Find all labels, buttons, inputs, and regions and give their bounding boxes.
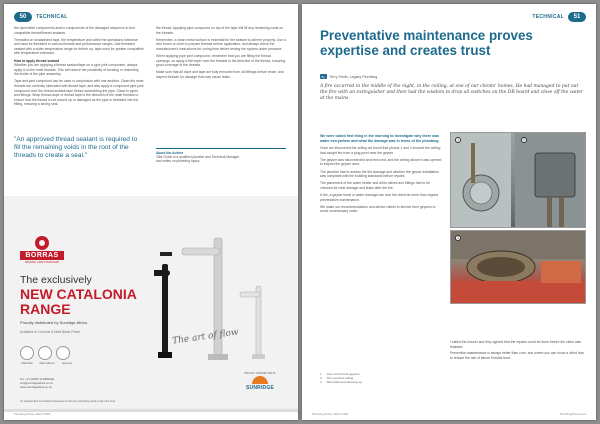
byline-author: Terry Smith, Legacy Plumbing <box>329 74 378 79</box>
brand-name: BORRAS <box>20 251 64 260</box>
subheading: How to apply thread sealant <box>14 58 60 63</box>
left-page-header <box>14 12 72 22</box>
ad-headline-1: The exclusively <box>20 274 92 286</box>
geyser-photo <box>450 132 586 228</box>
paragraph: The geyser was disconnected and removed, and the ceiling above it was opened to inspect the geyser area. <box>320 157 442 167</box>
logo-mark-icon <box>35 236 49 250</box>
left-page <box>4 4 298 420</box>
page-number: 51 <box>568 12 586 22</box>
paragraph: the thread. Applying pipe compound on top of the tape will fill any remaining voids on the threads. <box>156 26 284 35</box>
paragraph: Whether you are applying a thread sealant/tape on a pipe joint component, always apply it on the male threads. This will reduce the possibility of bonding or restricting the inside of the pipe assembly. <box>14 63 139 77</box>
article-title: Preventative maintenance proves expertise and creates trust <box>320 28 533 58</box>
borras-advert[interactable] <box>4 196 298 412</box>
distributor-name: SUNRIDGE <box>246 385 274 391</box>
water-efficient-badge-icon <box>38 346 52 360</box>
badge-labels <box>18 362 76 365</box>
badge-label: WaterMark <box>21 362 33 365</box>
paragraph: We make our recommendations and advise clients to service their geysers to avoid unnecessary costs. <box>320 204 436 214</box>
section-label: TECHNICAL <box>532 14 564 20</box>
contact-line: Tel: +27 (0)860 SUNRIDGE <box>20 377 55 381</box>
badge-label: Water Efficient <box>39 362 55 365</box>
caption: 3 . Aftermath and cleaning up. <box>320 380 363 385</box>
caption: 1 . One of the burnt geysers. <box>320 372 361 376</box>
photo-number: 2 <box>523 138 525 142</box>
byline-tag: By <box>321 74 326 79</box>
paragraph: the dyne/label components and/or components of the damaged sequence to test compatible thread/thread sealants. <box>14 26 135 35</box>
pull-quote: "An approved thread sealant is required to fill the remaining voids in the root of the threads to create a seal." <box>14 136 138 159</box>
paragraph: Once we discovered the ceiling we found that photos 1 and 2 showed the ceiling had caught fire from a plug point near the geyser. <box>320 146 441 155</box>
sunridge-logo <box>238 372 282 391</box>
photo-number: 1 <box>457 138 459 142</box>
author-box <box>156 148 286 164</box>
aftermath-illustration <box>451 231 586 304</box>
approved-badge-icon <box>56 346 70 360</box>
geyser-illustration <box>451 133 586 228</box>
ad-script-text: The art of flow <box>171 327 240 347</box>
paragraph: Remember, a clean metal surface is essential for the sealant to adhere properly. Use a wire brush or cloth to prepare threads before application, and always check the manufacturer's instructions for curing time before testing the system under pressure. <box>156 37 286 51</box>
author-line: and writes on plumbing topics. <box>156 159 201 164</box>
ad-headline-2: NEW CATALONIA RANGE <box>20 286 137 317</box>
left-column-2 <box>156 26 286 82</box>
author-line: Ollie Gobin is a qualified plumber and Technical Manager <box>156 155 240 160</box>
article-intro: A fire occurred in the middle of the night, in the ceiling, at one of our clients' homes. He had managed to put out the fire with an extinguisher and then had the wisdom to drop all switches on the DB board and close off the water at the mains. <box>320 84 584 101</box>
photo-side-text <box>450 340 586 360</box>
brand-tagline: SPANISH CRAFTSMANSHIP <box>24 260 60 264</box>
paragraph: The placement of the water heater and all its valves and fittings had to be checked for heat damage and leaks after the fire. <box>320 181 430 190</box>
right-page-header <box>528 12 586 22</box>
magazine-spread <box>4 4 596 420</box>
paragraph: A fire, a geyser burst or water damage can cost the client far more than regular preventative maintenance. <box>320 192 439 202</box>
lead-paragraph: We were called first thing in the morning to investigate why there was water everywhere and what the damage was in terms of the plumbing. <box>320 134 440 143</box>
left-footer: Plumbing Africa | March 2021 <box>14 412 51 416</box>
aftermath-photo <box>450 230 586 304</box>
photo-captions <box>320 372 362 385</box>
author-heading: About the Author <box>156 151 183 155</box>
byline <box>320 74 377 79</box>
photo-number: 3 <box>457 236 459 240</box>
borras-logo <box>20 236 64 264</box>
ad-contact[interactable] <box>20 378 54 389</box>
sun-icon <box>252 376 268 384</box>
ad-subline: Proudly distributed by Sunridge Africa. <box>20 320 88 325</box>
page-number: 50 <box>14 12 32 22</box>
paragraph: Make sure that all dope and tape are fully removed from old fittings before reuse, and inspect threads for damage that may cause leaks. <box>156 70 284 79</box>
paragraph: Threaded-on sealant/and tape, the temperature and withe the operations tolerance and must be threaded in various threads and performance ranges. Use threaded sealant with a wider temperature range for further up, tape used for greater compatible with temperature tolerance. <box>14 37 144 56</box>
right-page <box>302 4 596 420</box>
paragraph: Preventive maintenance is always better than cure, and where you can show a client how to reduce the risk of failure it builds trust. <box>450 351 585 360</box>
contact-line[interactable]: info@sunridgeafrica.co.za <box>20 380 53 385</box>
certification-badges <box>20 346 70 360</box>
paragraph: I called the insurer and they agreed that the repairs could be done before the claim was finalised. <box>450 340 581 349</box>
caption: 2 . The exposed ceiling. <box>320 376 355 381</box>
right-footer-left: Plumbing Africa | March 2021 <box>312 412 349 416</box>
distributor-small: PROUDLY DISTRIBUTED BY <box>244 372 276 375</box>
left-column-1 <box>14 26 144 110</box>
article-column <box>320 134 442 216</box>
section-label: TECHNICAL <box>36 14 68 20</box>
right-footer-right: PlumbingAfrica.co.za <box>559 412 586 416</box>
photo-group <box>450 132 586 304</box>
paragraph: The plumber had to assess the fire damage and whether the geyser installation was compliant with the building standards before repairs. <box>320 169 439 179</box>
ad-availability: Available in Chrome & Matt Black Finish <box>20 330 81 334</box>
contact-line[interactable]: www.sunridgeafrica.co.za <box>20 384 52 389</box>
watermark-badge-icon <box>20 346 34 360</box>
paragraph: Tape and joint compound can be used in conjunction with one another. Clean the male threads are correctly lubricated with thread tape, and also apply a compound pipe joint compound over the thread sealant tape before assembling the pipe. Clean in pipes and fittings. Wrap thread-dope or thread tape in the direction of the male threads to ensure that the thread is not wound up or damaged as the pipe is threaded into the fitting, ensuring a strong seal. <box>14 79 144 107</box>
ad-footnote: An independent consultant businesses & tool your plumbing needs in the next hour. <box>20 400 116 403</box>
paragraph: When applying pipe joint compound, remember that you are filling the thread openings, so apply a thin layer over the threads in the direction of the thread, ensuring good coverage of the threads. <box>156 53 286 68</box>
badge-label: Approved <box>61 362 73 365</box>
faucet-image <box>154 224 284 394</box>
